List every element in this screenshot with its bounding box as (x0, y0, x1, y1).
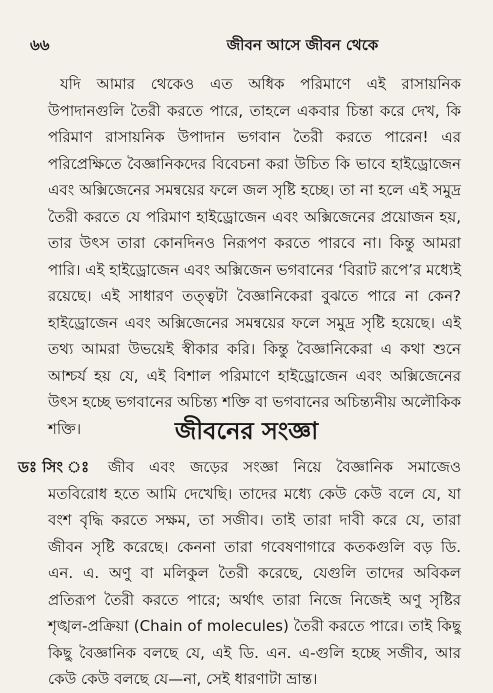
section-heading: জীবনের সংজ্ঞা (174, 417, 319, 445)
page-header (30, 34, 465, 58)
running-title: জীবন আসে জীবন থেকে (226, 36, 379, 54)
body-paragraph-2: জীব এবং জড়ের সংজ্ঞা নিয়ে বৈজ্ঞানিক সমাজেও মতবিরোধ হতে আমি দেখেছি। তাদের মধ্যে কেউ কেউ বলে যে, যা বংশ বৃদ্ধি করতে সক্ষম, তা সজীব। তাই তারা দাবী করে যে, তারা জীবন সৃষ্টি করেছে। কেননা তারা গবেষণাগারে কতকগুলি বড় ডি. এন. এ. অণু বা মলিকুল তৈরী করেছে, যেগুলি তাদের অবিকল প্রতিরূপ তৈরী করতে পারে; অর্থাৎ তারা নিজে নিজেই অণু সৃষ্টির শৃঙ্খল-প্রক্রিয়া (Chain of molecules) তৈরী করতে পারে। তাই কিছু কিছু বৈজ্ঞানিক বলছে যে, এই ডি. এন. এ-গুলি হচ্ছে সজীব, আর কেউ কেউ বলছে যে—না, সেই ধারণাটা ভ্রান্ত। (48, 458, 461, 688)
body-paragraph-1: যদি আমার থেকেও এত অধিক পরিমাণে এই রাসায়নিক উপাদানগুলি তৈরী করতে পারে, তাহলে একবার চিন্তা করে দেখ, কি পরিমাণ রাসায়নিক উপাদান ভগবান তৈরী করতে পারেন! এর পরিপ্রেক্ষিতে বৈজ্ঞানিকদের বিবেচনা করা উচিত কি ভাবে হাইড্রোজেন এবং অক্সিজেনের সমন্বয়ের ফলে জল সৃষ্টি হচ্ছে। তা না হলে এই সমুদ্র তৈরী করতে যে পরিমাণ হাইড্রোজেন এবং অক্সিজেনের প্রয়োজন হয়, তার উৎস তারা কোনদিনও নিরূপণ করতে পারবে না। কিন্তু আমরা পারি। এই হাইড্রোজেন এবং অক্সিজেন ভগবানের ‘বিরাট রূপে’র মধ্যেই রয়েছে। এই সাধারণ তত্ত্বটা বৈজ্ঞানিকেরা বুঝতে পারে না কেন? হাইড্রোজেন এবং অক্সিজেনের সমন্বয়ের ফলে সমুদ্র সৃষ্টি হয়েছে। এই তথ্য আমরা উভয়েই স্বীকার করি। কিন্তু বৈজ্ঞানিকেরা এ কথা শুনে আশ্চর্য হয় যে, এই বিশাল পরিমাণে হাইড্রোজেন এবং অক্সিজেনের উৎস হচ্ছে ভগবানের অচিন্ত্য শক্তি বা ভগবানের অচিন্ত্যনীয় অলৌকিক শক্তি। (48, 75, 461, 438)
speaker-label: ডঃ সিং ঃ (18, 458, 90, 476)
page-number: ৬৬ (30, 36, 50, 54)
